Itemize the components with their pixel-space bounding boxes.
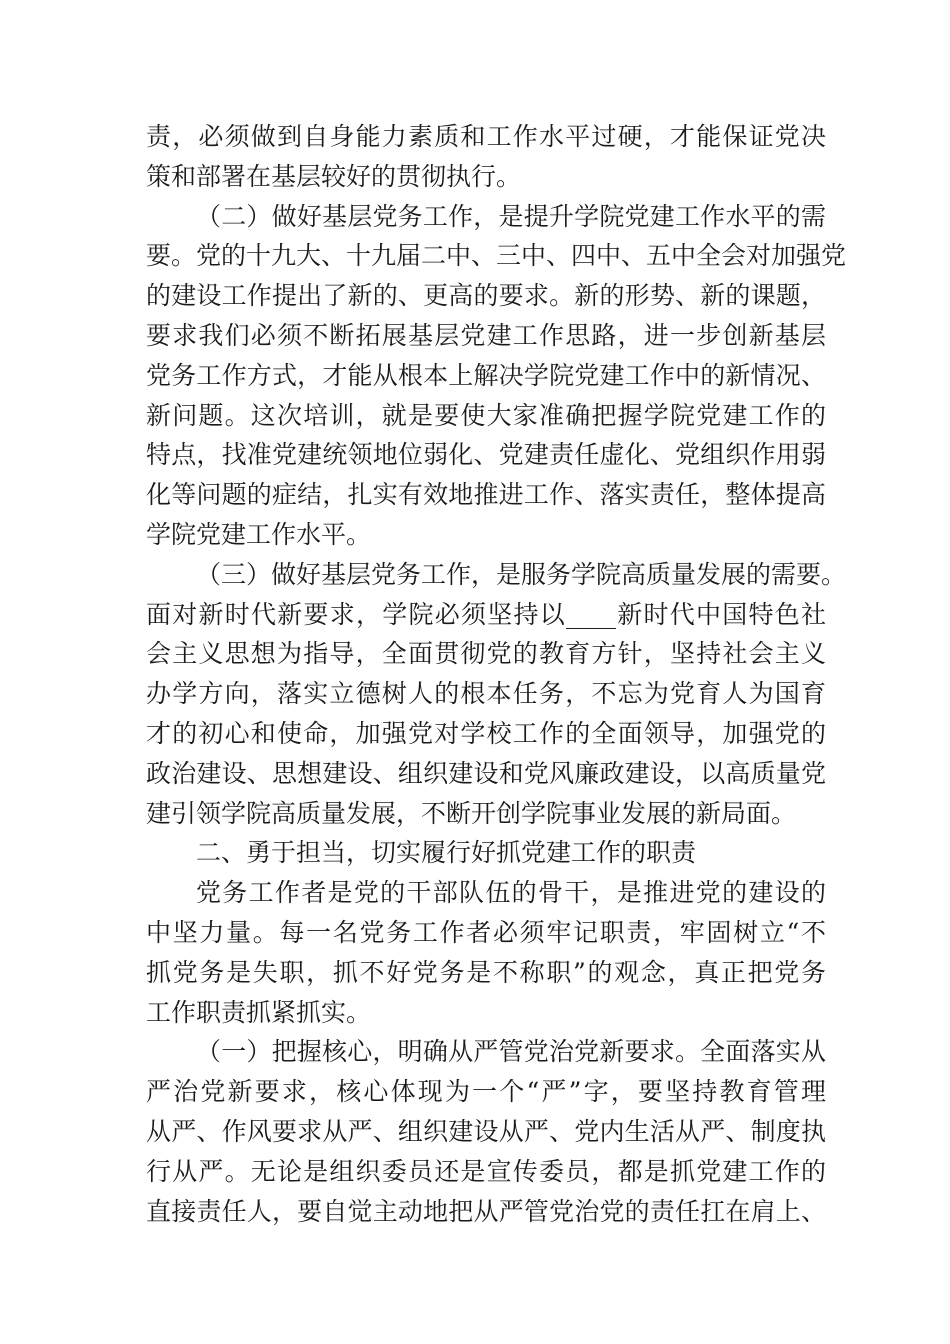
text-line: 要求我们必须不断拓展基层党建工作思路，进一步创新基层 [146,320,826,350]
text-line: 才的初心和使命，加强党对学校工作的全面领导，加强党的 [146,718,826,748]
text-line: 抓党务是失职，抓不好党务是不称职”的观念，真正把党务 [146,957,826,987]
text-line: 特点，找准党建统领地位弱化、党建责任虚化、党组织作用弱 [146,440,826,470]
text-line: 直接责任人，要自觉主动地把从严管党治党的责任扛在肩上、 [146,1196,826,1226]
text-line: 党务工作者是党的干部队伍的骨干，是推进党的建设的 [196,878,826,908]
section-title: 二、勇于担当，切实履行好抓党建工作的职责 [196,838,697,868]
text-line: 严治党新要求，核心体现为一个“严”字，要坚持教育管理 [146,1077,826,1107]
text-line: 化等问题的症结，扎实有效地推进工作、落实责任，整体提高 [146,480,826,510]
text-line: 从严、作风要求从严、组织建设从严、党内生活从严、制度执 [146,1116,826,1146]
text-line: 政治建设、思想建设、组织建设和党风廉政建设，以高质量党 [146,758,826,788]
text-line: 会主义思想为指导，全面贯彻党的教育方针，坚持社会主义 [146,639,826,669]
text-line: 办学方向，落实立德树人的根本任务，不忘为党育人为国育 [146,679,826,709]
text-line: 建引领学院高质量发展，不断开创学院事业发展的新局面。 [146,798,797,828]
text-line: 行从严。无论是组织委员还是宣传委员，都是抓党建工作的 [146,1156,826,1186]
text-line: 新问题。这次培训，就是要使大家准确把握学院党建工作的 [146,400,826,430]
document-body [146,117,847,1231]
text-line: 学院党建工作水平。 [146,519,372,549]
text-line: 的建设工作提出了新的、更高的要求。新的形势、新的课题， [146,281,826,311]
text-line: 策和部署在基层较好的贯彻执行。 [146,161,522,191]
text-line: 要。党的十九大、十九届二中、三中、四中、五中全会对加强党 [146,241,847,271]
section-heading-line: （三）做好基层党务工作，是服务学院高质量发展的需要。 [196,559,847,589]
text-line: 中坚力量。每一名党务工作者必须牢记职责，牢固树立“不 [146,917,826,947]
text-line: 面对新时代新要求，学院必须坚持以____新时代中国特色社 [146,599,826,629]
section-heading-line: （一）把握核心，明确从严管党治党新要求。全面落实从 [196,1037,826,1067]
section-heading-line: （二）做好基层党务工作，是提升学院党建工作水平的需 [196,201,826,231]
text-line: 工作职责抓紧抓实。 [146,997,372,1027]
text-line: 党务工作方式，才能从根本上解决学院党建工作中的新情况、 [146,360,826,390]
text-line: 责，必须做到自身能力素质和工作水平过硬，才能保证党决 [146,122,826,151]
